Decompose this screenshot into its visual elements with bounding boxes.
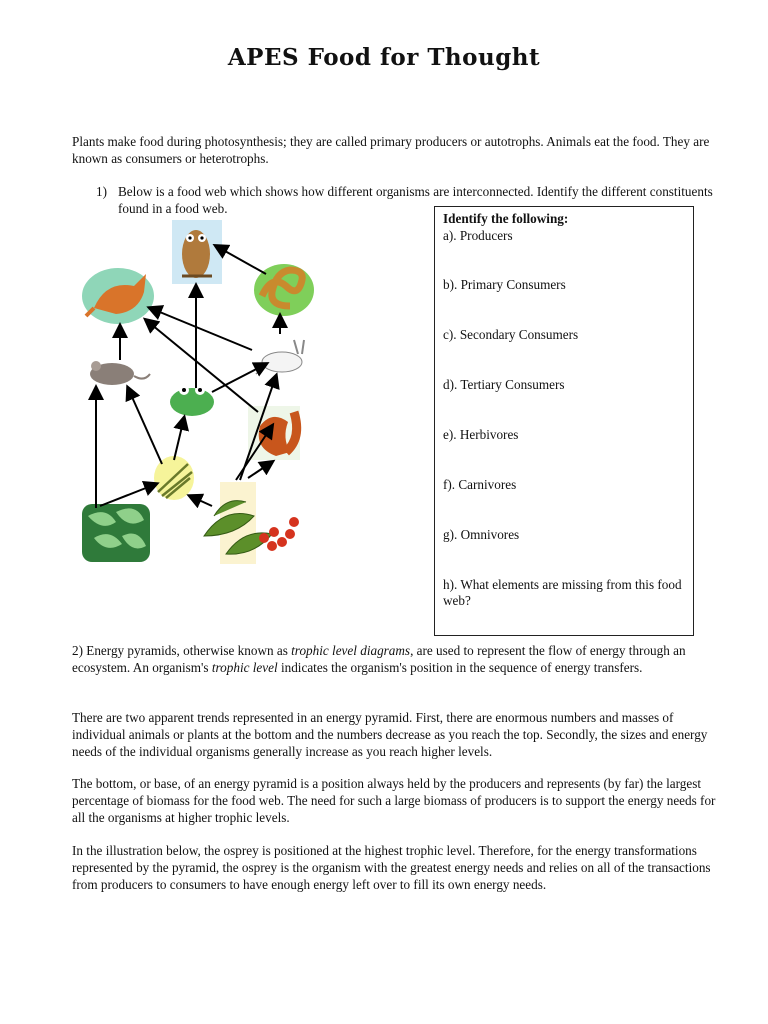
page-title: APES Food for Thought: [227, 44, 541, 71]
identify-item: d). Tertiary Consumers: [443, 377, 565, 392]
identify-item: c). Secondary Consumers: [443, 327, 579, 342]
term-trophic-level-diagrams: trophic level diagrams: [291, 643, 411, 658]
frog-icon: [170, 385, 214, 416]
question-1-number: 1): [96, 184, 107, 199]
rabbit-icon: [256, 340, 304, 374]
osprey-paragraph: In the illustration below, the osprey is positioned at the highest trophic level. Therefore, for the energy transformations represented by the pyramid, the osprey is the organism with the greatest energy needs and relies on all of the transactions from producers to consumers to have enough energy left over to fill its own energy needs.: [72, 843, 711, 892]
identify-item: a). Producers: [443, 228, 513, 243]
leafy-plant-icon: [82, 504, 150, 562]
term-trophic-level: trophic level: [211, 659, 278, 675]
fox-icon: [82, 268, 154, 324]
berry-bush-icon: [204, 482, 299, 564]
question-2-text: 2) Energy pyramids, otherwise known as: [72, 643, 292, 658]
identify-item: e). Herbivores: [443, 427, 519, 442]
question-2-text: , are used to represent the flow of energy through an ecosystem. An organism's: [72, 643, 686, 675]
question-2-text: indicates the organism's position in the sequence of energy transfers.: [277, 659, 643, 675]
food-web-diagram: [76, 216, 326, 576]
mouse-icon: [90, 361, 150, 385]
identify-box: [434, 206, 694, 636]
question-2-paragraph: [72, 643, 727, 677]
identify-item: f). Carnivores: [443, 477, 517, 492]
intro-paragraph: Plants make food during photosynthesis; they are called primary producers or autotrophs. Animals eat the food. They are known as consumers or heterotrophs.: [72, 134, 710, 166]
grasshopper-icon: [154, 456, 194, 500]
question-1-text: Below is a food web which shows how different organisms are interconnected. Identify the different constituents found in a food web.: [118, 184, 713, 216]
identify-item: h). What elements are missing from this food web?: [443, 577, 682, 608]
base-paragraph: The bottom, or base, of an energy pyramid is a position always held by the producers and represents (by far) the largest percentage of biomass for the food web. The need for such a large biomass of producers is to support the energy needs for all the organisms at higher trophic levels.: [72, 776, 716, 825]
trends-paragraph: There are two apparent trends represented in an energy pyramid. First, there are enormous numbers and masses of individual animals or plants at the bottom and the numbers decrease as you reach the top. Secondly, the sizes and energy needs of the individual organisms generally increase as you reach higher levels.: [72, 710, 708, 759]
owl-icon: [172, 220, 222, 284]
identify-item: b). Primary Consumers: [443, 277, 566, 292]
identify-item: g). Omnivores: [443, 527, 520, 542]
identify-heading: Identify the following:: [443, 211, 569, 226]
